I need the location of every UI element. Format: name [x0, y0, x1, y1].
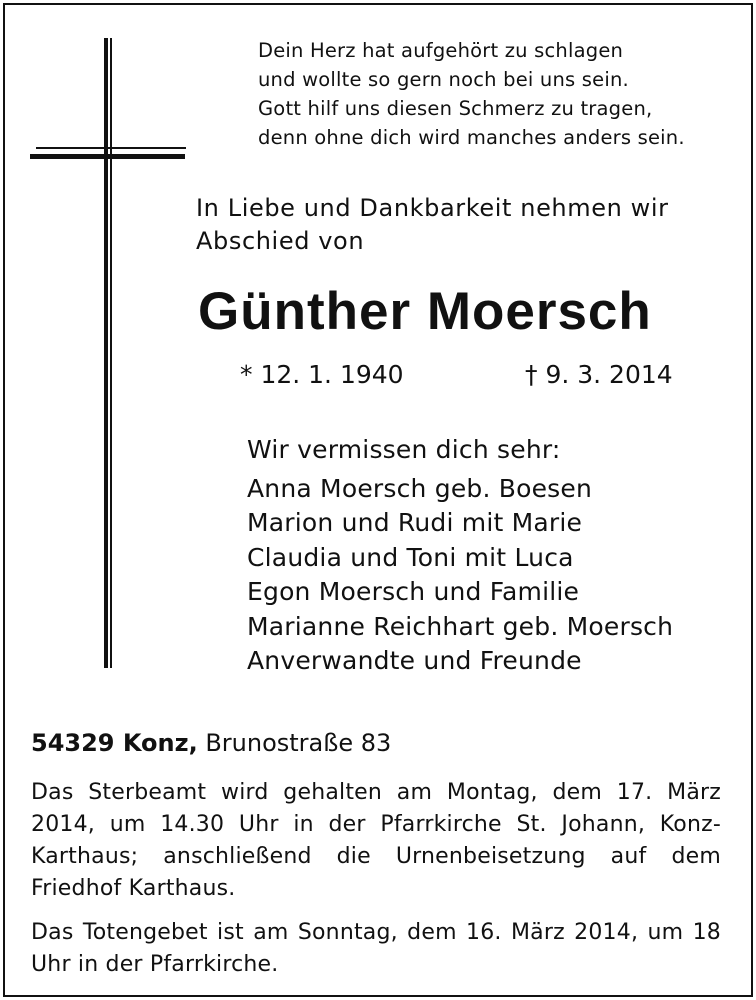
cross-horizontal-bar [30, 154, 185, 159]
cross-vertical-bar [104, 38, 108, 668]
death-date: † 9. 3. 2014 [525, 360, 673, 389]
cross-horizontal-line [36, 147, 186, 149]
mourner-name: Egon Moersch und Familie [247, 577, 580, 606]
farewell-intro [196, 192, 669, 258]
mourners-list [247, 433, 673, 679]
address [31, 729, 391, 757]
mourner-name: Marianne Reichhart geb. Moersch [247, 611, 674, 641]
poem-line: und wollte so gern noch bei uns sein. [258, 68, 629, 91]
intro-line: In Liebe und Dankbarkeit nehmen wir [196, 194, 669, 222]
address-city: 54329 Konz, [31, 729, 198, 757]
poem-line: Gott hilf uns diesen Schmerz zu tragen, [258, 97, 653, 120]
mourner-name: Marion und Rudi mit Marie [247, 508, 583, 537]
cross-vertical-line [110, 38, 112, 668]
prayer-details: Das Totengebet ist am Sonntag, dem 16. März 2014, um 18 Uhr in der Pfarrkirche. [31, 920, 721, 977]
mourner-name: Anverwandte und Freunde [247, 646, 582, 675]
deceased-name: Günther Moersch [198, 282, 652, 341]
address-street: Brunostraße 83 [205, 729, 392, 757]
poem-line: denn ohne dich wird manches anders sein. [258, 126, 685, 149]
poem [258, 36, 685, 152]
birth-date: * 12. 1. 1940 [240, 360, 404, 389]
mourner-name: Claudia und Toni mit Luca [247, 542, 574, 572]
intro-line: Abschied von [196, 227, 365, 255]
mourner-name: Anna Moersch geb. Boesen [247, 473, 593, 503]
poem-line: Dein Herz hat aufgehört zu schlagen [258, 39, 624, 62]
mourners-heading: Wir vermissen dich sehr: [247, 435, 561, 464]
funeral-details: Das Sterbeamt wird gehalten am Montag, dem 17. März 2014, um 14.30 Uhr in der Pfarrkirche St. Johann, Konz-Karthaus; anschließend die Urnenbeisetzung auf dem Friedhof Karthaus. [31, 780, 721, 901]
